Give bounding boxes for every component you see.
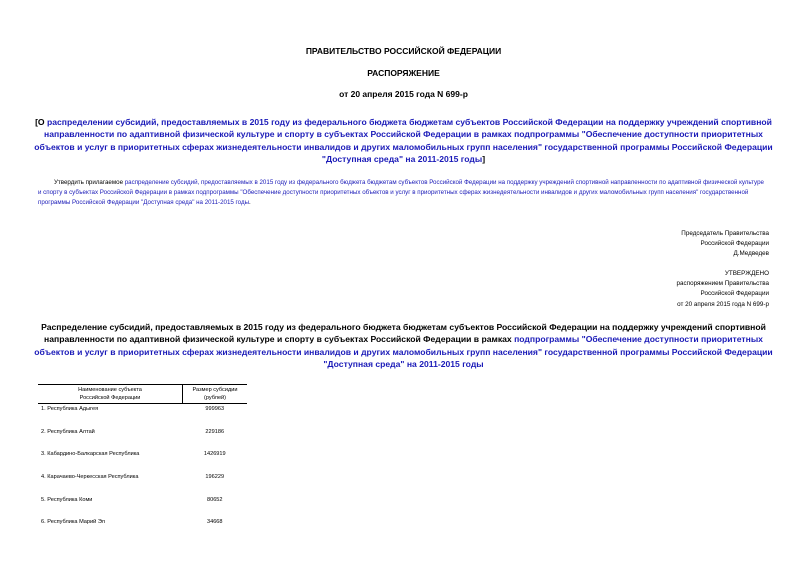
approval-by-2: Российской Федерации [700,290,769,298]
approval-stamp: УТВЕРЖДЕНО [724,270,769,277]
approval-date: от 20 апреля 2015 года N 699-р [677,300,769,308]
subsidy-amount: 1426919 [203,451,226,458]
region-name: 5. Республика Коми [41,496,93,503]
subsidy-amount: 34668 [206,519,223,526]
document-title [30,116,777,165]
column-header-region-line1: Наименование субъекта [78,387,142,393]
document-kind: РАСПОРЯЖЕНИЕ [367,68,440,78]
subsidy-amount: 999963 [205,406,225,412]
annex-title-link[interactable]: подпрограммы "Обеспечение доступности приоритетных объектов и услуг в приоритетных сферах жизнедеятельности инвалидов и других маломобильных групп населения" государственной программы Российской Федерации "Доступная среда" на 2011-2015 годы [34,334,773,369]
signature-position: Председатель Правительства [681,230,769,237]
document-date-number: от 20 апреля 2015 года N 699-р [339,89,468,99]
annex-title-text: Распределение субсидий, предоставляемых в 2015 году из федерального бюджета бюджетам субъектов Российской Федерации на поддержку учреждений спортивной направленности по адаптивной физической культуре и спорту в субъектах Российской Федерации в рамках [41,322,766,345]
body-prefix: Утвердить прилагаемое [54,179,125,186]
table-row [38,495,247,518]
annex-link[interactable]: распределение субсидий, предоставляемых в 2015 году из федерального бюджета бюджетам субъектов Российской Федерации на поддержку учреждений спортивной направленности по адаптивной физической культуре и спорту в субъектах Российской Федерации в рамках подпрограммы "Обеспечение доступности приоритетных объектов и услуг в приоритетных сферах жизнедеятельности инвалидов и других маломобильных групп населения" государственной программы Российской Федерации "Доступная среда" на 2011-2015 годы [38,179,764,207]
subsidy-table [38,384,247,540]
signature-position-2: Российской Федерации [700,240,769,248]
signature-name: Д.Медведев [733,250,769,258]
signature-block [681,229,769,260]
subsidy-amount: 80652 [206,496,223,503]
annex-title [30,321,777,370]
title-link[interactable]: распределении субсидий, предоставляемых в 2015 году из федерального бюджета бюджетам субъектов Российской Федерации на поддержку учреждений спортивной направленности по адаптивной физической культуре и спорту в субъектах Российской Федерации в рамках подпрограммы "Обеспечение доступности приоритетных объектов и услуг в приоритетных сферах жизнедеятельности инвалидов и других маломобильных групп населения" государственной программы Российской Федерации "Доступная среда" на 2011-2015 годы [34,117,773,164]
table-row [38,427,247,450]
title-close-bracket: ] [482,153,486,164]
approval-block [677,269,769,310]
column-header-region [38,385,183,404]
subsidy-amount: 229186 [205,428,225,435]
table-row [38,449,247,472]
column-header-amount-line1: Размер субсидии [192,387,238,393]
column-header-region-line2: Российской Федерации [79,395,141,401]
column-header-amount-line2: (рублей) [203,395,227,401]
table-row [38,404,247,427]
region-name: 2. Республика Алтай [41,428,95,435]
table-row [38,517,247,540]
region-name: 6. Республика Марий Эл [41,519,105,526]
government-heading: ПРАВИТЕЛЬСТВО РОССИЙСКОЙ ФЕДЕРАЦИИ [305,46,502,56]
region-name: 1. Республика Адыгея [41,406,99,412]
region-name: 4. Карачаево-Черкесская Республика [41,474,139,481]
title-open-bracket: [О [35,117,47,127]
subsidy-amount: 196229 [205,474,225,481]
table-header-row [38,385,247,404]
body-suffix: . [249,199,251,207]
table-row [38,472,247,495]
body-paragraph [38,178,769,209]
region-name: 3. Кабардино-Балкарская Республика [41,451,140,458]
approval-by: распоряжением Правительства [676,280,769,288]
column-header-amount [183,385,248,404]
